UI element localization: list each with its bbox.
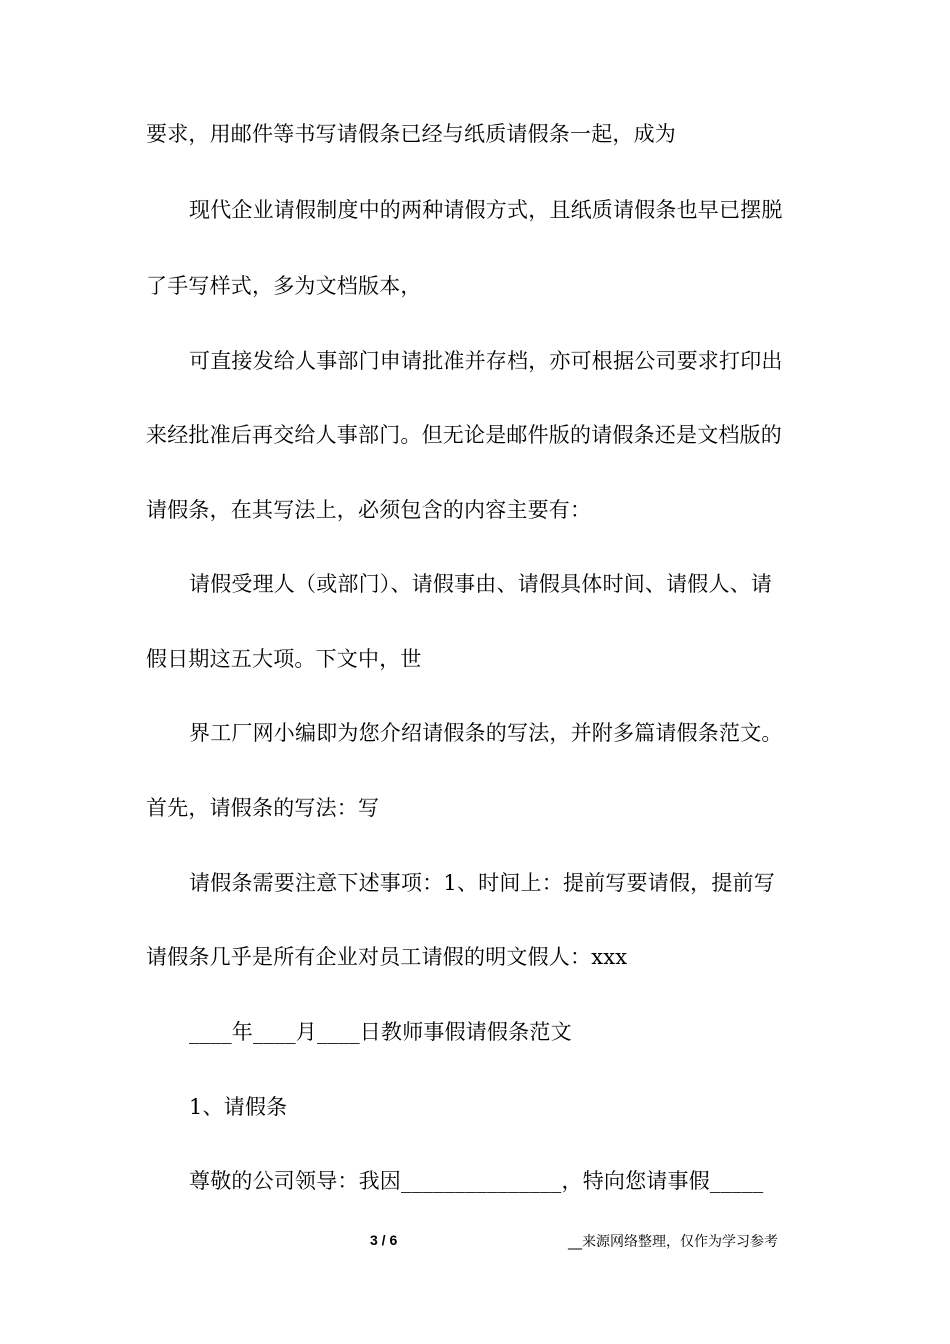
text-line-2: 现代企业请假制度中的两种请假方式，且纸质请假条也早已摆脱 — [189, 198, 783, 222]
text-line-12: 请假条几乎是所有企业对员工请假的明文假人：xxx — [146, 945, 628, 969]
text-line-15: 尊敬的公司领导：我因_______________，特向您请事假_____ — [189, 1169, 764, 1193]
text-line-5: 来经批准后再交给人事部门。但无论是邮件版的请假条还是文档版的 — [146, 423, 782, 447]
text-line-9: 界工厂网小编即为您介绍请假条的写法，并附多篇请假条范文。 — [189, 721, 783, 745]
text-line-3: 了手写样式，多为文档版本， — [146, 274, 422, 298]
text-line-13: ____年____月____日教师事假请假条范文 — [189, 1020, 572, 1044]
footer-note: __来源网络整理，仅作为学习参考 — [568, 1234, 778, 1250]
text-line-10: 首先，请假条的写法：写 — [146, 796, 380, 820]
text-line-7: 请假受理人（或部门）、请假事由、请假具体时间、请假人、请 — [189, 572, 773, 596]
text-line-4: 可直接发给人事部门申请批准并存档，亦可根据公司要求打印出 — [189, 349, 783, 373]
text-line-6: 请假条，在其写法上，必须包含的内容主要有： — [146, 498, 592, 522]
text-line-14: 1、请假条 — [189, 1095, 288, 1119]
page-number: 3 / 6 — [370, 1232, 398, 1248]
text-line-11: 请假条需要注意下述事项：1、时间上：提前写要请假，提前写 — [189, 871, 775, 895]
text-line-8: 假日期这五大项。下文中，世 — [146, 647, 422, 671]
text-line-1: 要求，用邮件等书写请假条已经与纸质请假条一起，成为 — [146, 122, 676, 146]
